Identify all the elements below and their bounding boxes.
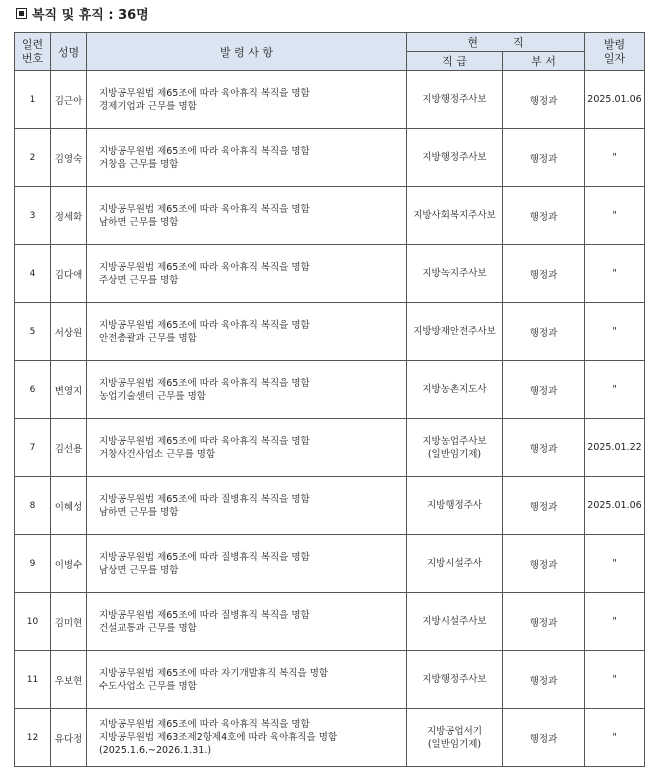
description-line: 지방공무원법 제65조에 따라 육아휴직 복직을 명함 bbox=[99, 261, 310, 273]
row-rank bbox=[407, 245, 503, 303]
row-date: " bbox=[585, 593, 645, 651]
row-rank bbox=[407, 303, 503, 361]
row-description bbox=[87, 651, 407, 709]
table-row bbox=[15, 129, 645, 187]
table-row bbox=[15, 535, 645, 593]
row-date: 2025.01.06 bbox=[585, 477, 645, 535]
row-date: " bbox=[585, 535, 645, 593]
rank-line: 지방농업주사보 bbox=[422, 435, 487, 447]
rank-line: 지방공업서기 bbox=[426, 725, 483, 737]
table-row bbox=[15, 71, 645, 129]
row-description bbox=[87, 419, 407, 477]
description-line: 지방공무원법 제65조에 따라 질병휴직 복직을 명함 bbox=[99, 551, 310, 563]
row-date: " bbox=[585, 361, 645, 419]
row-department: 행정과 bbox=[503, 129, 585, 187]
row-name: 김다애 bbox=[51, 245, 87, 303]
row-description bbox=[87, 71, 407, 129]
row-date: 2025.01.22 bbox=[585, 419, 645, 477]
row-description bbox=[87, 709, 407, 767]
description-line: 농업기술센터 근무를 명함 bbox=[99, 390, 206, 402]
description-line: 지방공무원법 제65조에 따라 자기개발휴직 복직을 명함 bbox=[99, 667, 329, 679]
row-number: 6 bbox=[15, 361, 51, 419]
description-line: 지방공무원법 제65조에 따라 육아휴직 복직을 명함 bbox=[99, 435, 310, 447]
table-row bbox=[15, 709, 645, 767]
row-name: 유다정 bbox=[51, 709, 87, 767]
rank-line: 지방행정주사보 bbox=[422, 674, 487, 685]
row-department: 행정과 bbox=[503, 419, 585, 477]
description-line: 지방공무원법 제65조에 따라 육아휴직 복직을 명함 bbox=[99, 319, 310, 331]
row-department: 행정과 bbox=[503, 245, 585, 303]
table-row bbox=[15, 651, 645, 709]
appointment-table bbox=[14, 32, 645, 767]
description-line: 건설교통과 근무를 명함 bbox=[99, 622, 197, 634]
section-title bbox=[16, 4, 149, 23]
header-dept: 부 서 bbox=[503, 52, 585, 71]
row-rank bbox=[407, 129, 503, 187]
row-rank bbox=[407, 71, 503, 129]
row-number: 5 bbox=[15, 303, 51, 361]
rank-line: 지방녹지주사보 bbox=[422, 268, 487, 279]
header-date: 발령 일자 bbox=[585, 33, 645, 71]
row-description bbox=[87, 477, 407, 535]
row-name: 이혜성 bbox=[51, 477, 87, 535]
row-number: 11 bbox=[15, 651, 51, 709]
row-number: 3 bbox=[15, 187, 51, 245]
row-department: 행정과 bbox=[503, 303, 585, 361]
rank-line: 지방행정주사 bbox=[426, 500, 483, 511]
rank-line: 지방농촌지도사 bbox=[422, 384, 487, 395]
row-rank bbox=[407, 187, 503, 245]
row-rank bbox=[407, 651, 503, 709]
description-line: 지방공무원법 제65조에 따라 육아휴직 복직을 명함 bbox=[99, 377, 310, 389]
row-department: 행정과 bbox=[503, 71, 585, 129]
row-number: 9 bbox=[15, 535, 51, 593]
row-name: 김선용 bbox=[51, 419, 87, 477]
rank-line: 지방방재안전주사보 bbox=[413, 326, 496, 337]
row-name: 김영숙 bbox=[51, 129, 87, 187]
row-department: 행정과 bbox=[503, 477, 585, 535]
table-row bbox=[15, 419, 645, 477]
row-rank bbox=[407, 361, 503, 419]
table-row bbox=[15, 593, 645, 651]
description-line: 남하면 근무를 명함 bbox=[99, 506, 179, 518]
description-line: 안전총괄과 근무를 명함 bbox=[99, 332, 197, 344]
description-line: 주상면 근무를 명함 bbox=[99, 274, 179, 286]
description-line: 거창읍 근무를 명함 bbox=[99, 158, 179, 170]
description-line: 지방공무원법 제65조에 따라 질병휴직 복직을 명함 bbox=[99, 493, 310, 505]
row-date: " bbox=[585, 187, 645, 245]
row-number: 12 bbox=[15, 709, 51, 767]
description-line: 지방공무원법 제63조제2항제4호에 따라 육아휴직을 명함 bbox=[99, 732, 338, 743]
header-current: 현 직 bbox=[407, 33, 585, 52]
description-line: 지방공무원법 제65조에 따라 육아휴직 복직을 명함 bbox=[99, 145, 310, 157]
description-line: 경제기업과 근무를 명함 bbox=[99, 100, 197, 112]
row-number: 2 bbox=[15, 129, 51, 187]
description-line: 지방공무원법 제65조에 따라 질병휴직 복직을 명함 bbox=[99, 609, 310, 621]
header-order: 일련 번호 bbox=[15, 33, 51, 71]
rank-line: 지방시설주사보 bbox=[422, 616, 487, 627]
rank-line: 지방사회복지주사보 bbox=[413, 210, 496, 221]
description-line: 지방공무원법 제65조에 따라 육아휴직 복직을 명함 bbox=[99, 203, 310, 215]
square-bullet-icon bbox=[16, 8, 27, 19]
row-date: 2025.01.06 bbox=[585, 71, 645, 129]
row-number: 4 bbox=[15, 245, 51, 303]
row-number: 10 bbox=[15, 593, 51, 651]
row-name: 김근아 bbox=[51, 71, 87, 129]
row-rank bbox=[407, 477, 503, 535]
row-name: 이병수 bbox=[51, 535, 87, 593]
row-description bbox=[87, 187, 407, 245]
description-line: 지방공무원법 제65조에 따라 육아휴직 복직을 명함 bbox=[99, 719, 310, 730]
row-department: 행정과 bbox=[503, 709, 585, 767]
row-number: 8 bbox=[15, 477, 51, 535]
row-number: 1 bbox=[15, 71, 51, 129]
header-rank: 직 급 bbox=[407, 52, 503, 71]
row-department: 행정과 bbox=[503, 361, 585, 419]
row-rank bbox=[407, 709, 503, 767]
rank-line: 지방시설주사 bbox=[426, 558, 483, 569]
description-line: (2025.1.6.~2026.1.31.) bbox=[99, 745, 212, 756]
row-date: " bbox=[585, 245, 645, 303]
table-row bbox=[15, 303, 645, 361]
row-name: 변영지 bbox=[51, 361, 87, 419]
header-name: 성명 bbox=[51, 33, 87, 71]
description-line: 거창사건사업소 근무를 명함 bbox=[99, 448, 216, 460]
row-rank bbox=[407, 419, 503, 477]
row-date: " bbox=[585, 303, 645, 361]
row-rank bbox=[407, 535, 503, 593]
table-row bbox=[15, 187, 645, 245]
row-number: 7 bbox=[15, 419, 51, 477]
table-row bbox=[15, 361, 645, 419]
description-line: 남하면 근무를 명함 bbox=[99, 216, 179, 228]
rank-line: (일반임기제) bbox=[427, 448, 482, 460]
rank-line: 지방행정주사보 bbox=[422, 152, 487, 163]
row-name: 김미현 bbox=[51, 593, 87, 651]
row-description bbox=[87, 245, 407, 303]
row-date: " bbox=[585, 709, 645, 767]
row-department: 행정과 bbox=[503, 535, 585, 593]
row-description bbox=[87, 303, 407, 361]
description-line: 지방공무원법 제65조에 따라 육아휴직 복직을 명함 bbox=[99, 87, 310, 99]
row-name: 정세화 bbox=[51, 187, 87, 245]
row-department: 행정과 bbox=[503, 187, 585, 245]
table-row bbox=[15, 477, 645, 535]
rank-line: (일반임기제) bbox=[427, 738, 482, 750]
rank-line: 지방행정주사보 bbox=[422, 94, 487, 105]
row-description bbox=[87, 361, 407, 419]
row-name: 서상원 bbox=[51, 303, 87, 361]
table-row bbox=[15, 245, 645, 303]
description-line: 수도사업소 근무를 명함 bbox=[99, 680, 197, 692]
row-description bbox=[87, 129, 407, 187]
row-date: " bbox=[585, 129, 645, 187]
row-date: " bbox=[585, 651, 645, 709]
row-department: 행정과 bbox=[503, 651, 585, 709]
row-rank bbox=[407, 593, 503, 651]
row-name: 우보현 bbox=[51, 651, 87, 709]
section-title-text: 복직 및 휴직 : 36명 bbox=[32, 8, 149, 23]
row-description bbox=[87, 535, 407, 593]
header-action: 발 령 사 항 bbox=[87, 33, 407, 71]
row-description bbox=[87, 593, 407, 651]
row-department: 행정과 bbox=[503, 593, 585, 651]
description-line: 남상면 근무를 명함 bbox=[99, 564, 179, 576]
